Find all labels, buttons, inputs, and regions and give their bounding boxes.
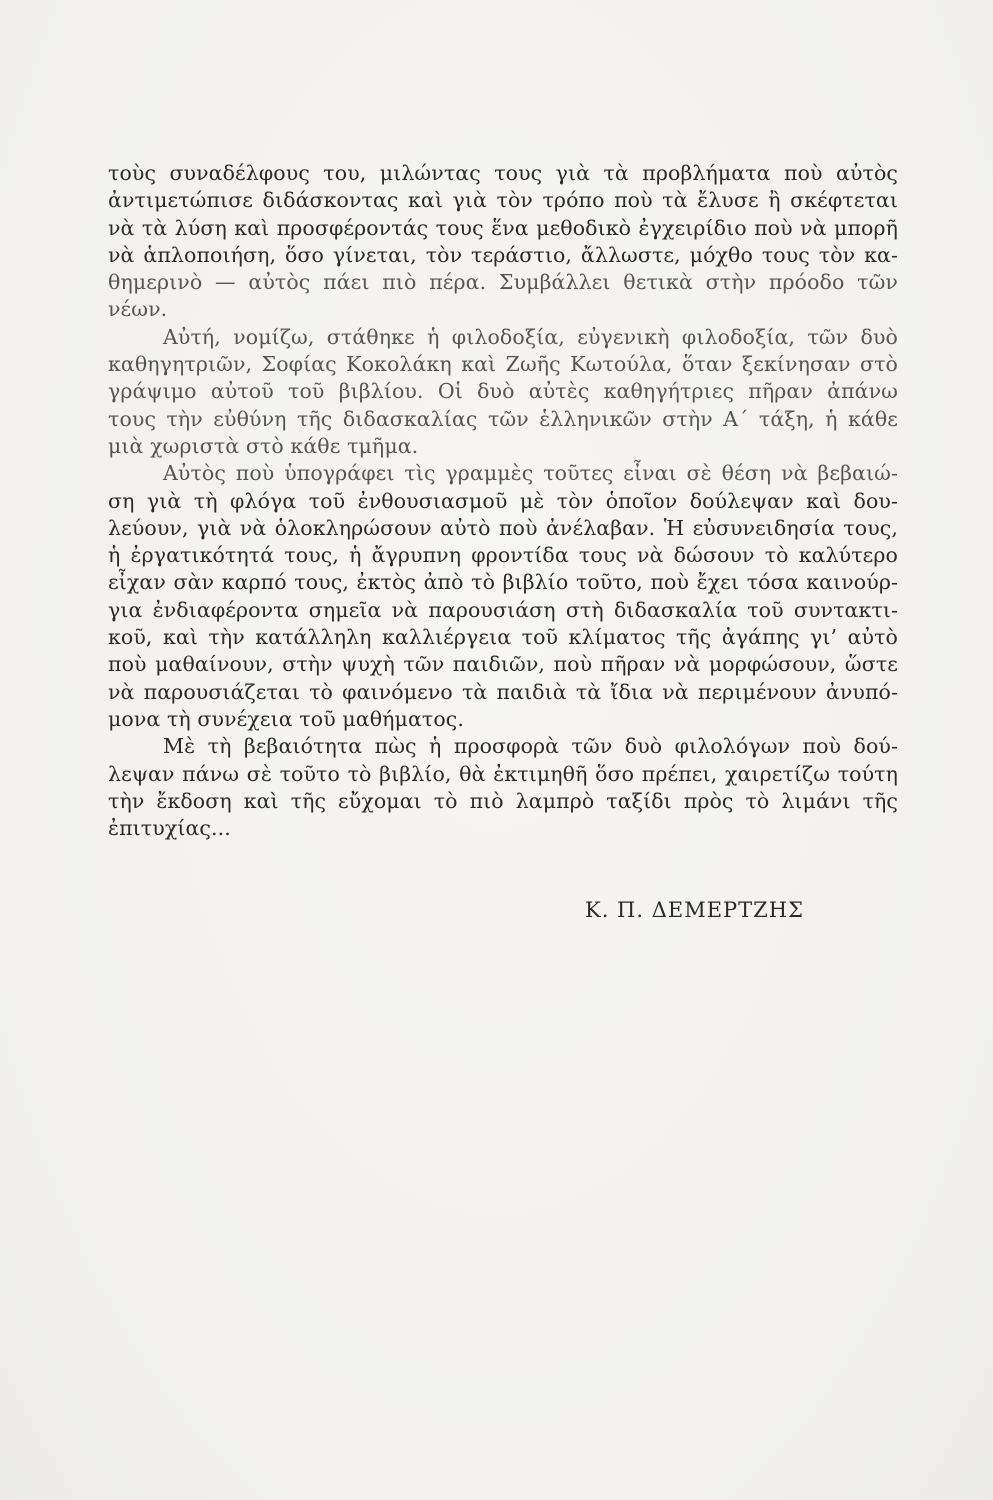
text-line: ἀντιμετώπισε διδάσκοντας καὶ γιὰ τὸν τρόπο ποὺ τὰ ἔλυσε ἢ σκέφτεται [108,188,898,213]
text-line: ση γιὰ τὴ φλόγα τοῦ ἐνθουσιασμοῦ μὲ τὸν ὁποῖον δούλεψαν καὶ δου- [108,488,898,513]
text-line: καθηγητριῶν, Σοφίας Κοκολάκη καὶ Ζωῆς Κωτούλα, ὅταν ξεκίνησαν στὸ [108,352,898,377]
text-line: λεύουν, γιὰ νὰ ὁλοκληρώσουν αὐτὸ ποὺ ἀνέλαβαν. Ἡ εὐσυνειδησία τους, [108,515,898,540]
text-line: νὰ παρουσιάζεται τὸ φαινόμενο τὰ παιδιὰ τὰ ἴδια νὰ περιμένουν ἀνυπό- [108,679,898,704]
text-line: τους τὴν εὐθύνη τῆς διδασκαλίας τῶν ἑλληνικῶν στὴν Α΄ τάξη, ἡ κάθε [108,406,898,431]
text-line: λεψαν πάνω σὲ τοῦτο τὸ βιβλίο, θὰ ἐκτιμηθῆ ὅσο πρέπει, χαιρετίζω τούτη [108,761,898,786]
text-line: τοὺς συναδέλφους του, μιλώντας τους γιὰ τὰ προβλήματα ποὺ αὐτὸς [108,161,898,185]
text-line: νὰ ἁπλοποιήση, ὅσο γίνεται, τὸν τεράστιο, ἄλλωστε, μόχθο τους τὸν κα- [108,242,898,267]
text-line: Μὲ τὴ βεβαιότητα πὼς ἡ προσφορὰ τῶν δυὸ φιλολόγων ποὺ δού- [163,734,898,759]
text-line: Αὐτή, νομίζω, στάθηκε ἡ φιλοδοξία, εὐγενικὴ φιλοδοξία, τῶν δυὸ [163,324,898,349]
text-line: ἐπιτυχίας... [108,816,231,841]
body-text [108,160,898,842]
text-line: γράψιμο αὐτοῦ τοῦ βιβλίου. Οἱ δυὸ αὐτὲς καθηγήτριες πῆραν ἀπάνω [108,379,898,404]
text-line: για ἐνδιαφέροντα σημεῖα νὰ παρουσιάση στὴ διδασκαλία τοῦ συντακτι- [108,597,898,622]
text-line: θημερινὸ — αὐτὸς πάει πιὸ πέρα. Συμβάλλει θετικὰ στὴν πρόοδο τῶν [108,270,898,295]
text-line: νέων. [108,297,168,322]
text-line: μιὰ χωριστὰ στὸ κάθε τμῆμα. [108,433,419,458]
text-line: τὴν ἔκδοση καὶ τῆς εὔχομαι τὸ πιὸ λαμπρὸ ταξίδι πρὸς τὸ λιμάνι τῆς [108,788,898,813]
text-line: νὰ τὰ λύση καὶ προσφέροντάς τους ἕνα μεθοδικὸ ἐγχειρίδιο ποὺ νὰ μπορῆ [108,215,898,240]
text-line: κοῦ, καὶ τὴν κατάλληλη καλλιέργεια τοῦ κλίματος τῆς ἀγάπης γι’ αὐτὸ [108,625,898,650]
text-line: ἡ ἐργατικότητά τους, ἡ ἄγρυπνη φροντίδα τους νὰ δώσουν τὸ καλύτερο [108,543,898,568]
text-line: μονα τὴ συνέχεια τοῦ μαθήματος. [108,706,465,731]
text-line: Αὐτὸς ποὺ ὑπογράφει τὶς γραμμὲς τοῦτες εἶναι σὲ θέση νὰ βεβαιώ- [163,461,898,486]
author-signature: Κ. Π. ΔΕΜΕΡΤΖΗΣ [585,898,804,922]
text-line: εἶχαν σὰν καρπό τους, ἐκτὸς ἀπὸ τὸ βιβλίο τοῦτο, ποὺ ἔχει τόσα καινούρ- [108,570,898,595]
text-line: ποὺ μαθαίνουν, στὴν ψυχὴ τῶν παιδιῶν, ποὺ πῆραν νὰ μορφώσουν, ὥστε [108,652,898,677]
